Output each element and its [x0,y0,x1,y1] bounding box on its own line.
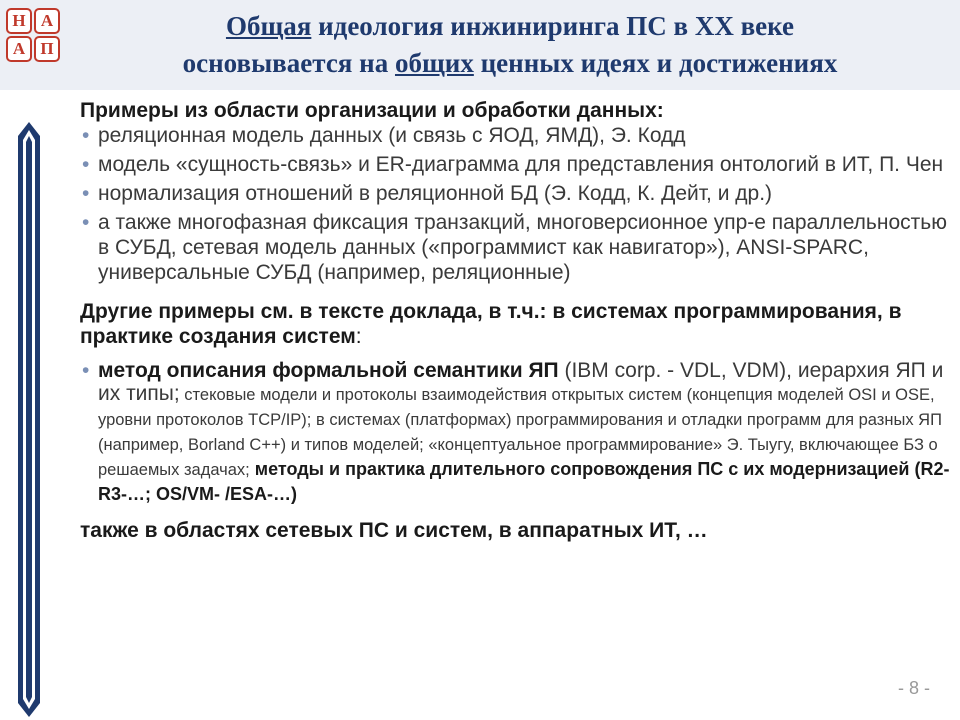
slide-content [80,98,950,543]
bullet-dot: • [82,153,90,176]
bullet-dot: • [82,182,90,205]
page-number: - 8 - [897,678,930,698]
list-item-text: а также многофазная фиксация транзакций, многоверсионное упр-е параллельностью в СУБД, сетевая модель данных («программист как навигатор»), ANSI-SPARC, универсальные СУБД (например, реляционные) [98,211,947,284]
maintenance-text: методы и практика длительного сопровождения ПС с их модернизацией (R2-R3-…; OS/VM- /ESA-…) [98,459,950,504]
sidebar-decoration [18,122,40,717]
section2-heading-colon: : [355,325,362,348]
title-word-underlined: Общая [225,11,312,41]
list-item-text: реляционная модель данных (и связь с ЯОД, ЯМД), Э. Кодд [98,124,686,147]
list-item [80,359,950,506]
logo [6,8,58,60]
logo-letter: Н [6,8,32,34]
bullet-dot: • [82,359,90,382]
semantics-detail-text: (IBM corp. - VDL, VDM), иерархия ЯП и их типы; [98,359,944,405]
list-item [80,123,950,148]
section2-heading-bold: Другие примеры см. в тексте доклада, в т.ч.: в системах программирования, в практике создания систем [80,300,902,348]
list-item-text: нормализация отношений в реляционной БД (Э. Кодд, К. Дейт, и др.) [98,182,773,205]
logo-letter: П [34,36,60,62]
title-line2-prefix: основывается на [182,48,395,78]
list-item [80,181,950,206]
semantics-method-text: метод описания формальной семантики ЯП [98,359,559,382]
title-line1-rest: идеология инжиниринга ПС в XX веке [311,11,795,41]
title-word2-underlined: общих [394,48,474,78]
logo-letter: А [6,36,32,62]
protocols-text: стековые модели и протоколы взаимодействия открытых систем (концепция моделей OSI и OSE, уровни протоколов TCP/IP); в системах (платформах) программирования и отладки программ для разных ЯП (например, Borland C++) и типов моделей; «концептуальное программирование» Э. Тыугу, включающее БЗ о решаемых задачах; [98,386,942,479]
header-bar [0,0,960,90]
logo-letter: А [34,8,60,34]
list-item [80,210,950,285]
slide-title [70,8,950,82]
title-line2-suffix: ценных идеях и достижениях [473,48,838,78]
bullet-dot: • [82,211,90,234]
list-item-text: модель «сущность-связь» и ER-диаграмма для представления онтологий в ИТ, П. Чен [98,153,944,176]
section1-heading: Примеры из области организации и обработки данных: [80,99,664,122]
section2-heading [80,299,950,349]
list-item [80,152,950,177]
footer-statement: также в областях сетевых ПС и систем, в аппаратных ИТ, … [80,519,708,542]
bullet-dot: • [82,124,90,147]
